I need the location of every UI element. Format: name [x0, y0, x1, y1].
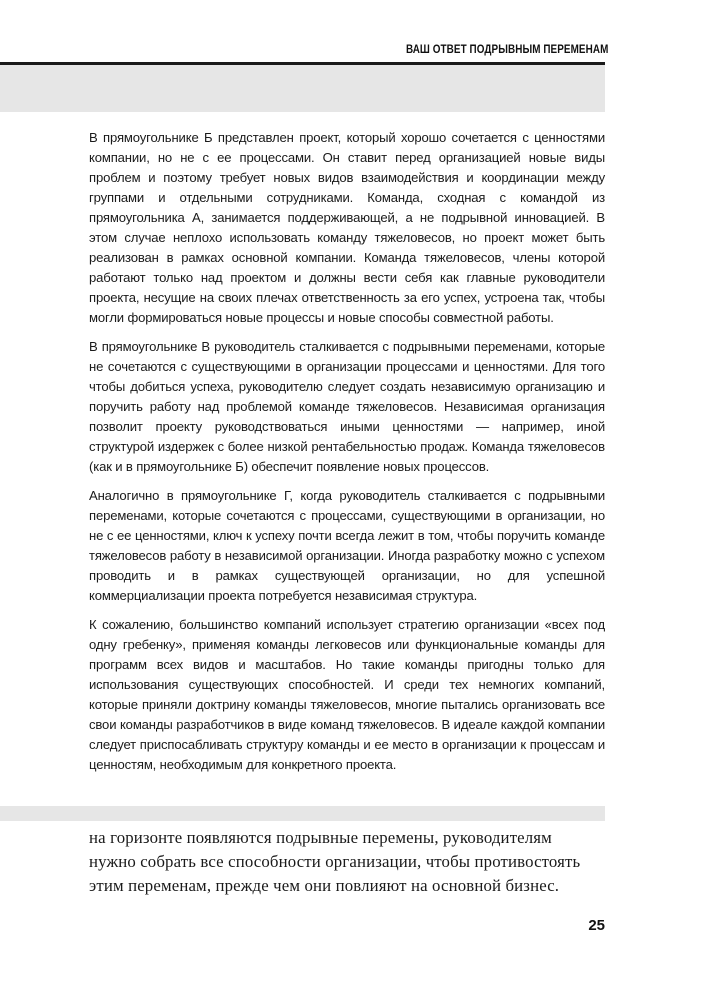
paragraph-4: К сожалению, большинство компаний использует стратегию организации «всех под одну гребенку», применяя команды легковесов или функциональные команды для программ всех видов и масштабов. Но такие команды пригодны только для использования существующих способностей. И среди тех немногих компаний, которые приняли доктрину команды тяжеловесов, многие пытались организовать все свои команды разработчиков в виде команд тяжеловесов. В идеале каждой компании следует приспосабливать структуру команды и ее место в организации к процессам и ценностям, необходимым для конкретного проекта. [89, 617, 605, 772]
paragraph-2: В прямоугольнике В руководитель сталкивается с подрывными переменами, которые не сочетаются с существующими в организации процессами и ценностями. Для того чтобы добиться успеха, руководителю следует создать независимую организацию и поручить работу над проблемой команде тяжеловесов. Независимая организация позволит проекту руководствоваться иными ценностями — например, иной структурой издержек с более низкой рентабельностью продаж. Команда тяжеловесов (как и в прямоугольнике Б) обеспечит появление новых процессов. [89, 339, 605, 474]
pull-quote-line-3: этим переменам, прежде чем они повлияют на основной бизнес. [89, 876, 560, 895]
header-band [0, 65, 605, 112]
body-text [89, 128, 605, 784]
page-number: 25 [588, 917, 605, 934]
running-head-title: ВАШ ОТВЕТ ПОДРЫВНЫМ ПЕРЕМЕНАМ [405, 44, 608, 56]
pull-quote-line-1: на горизонте появляются подрывные перемены, руководителям [89, 828, 552, 847]
section-divider-band [0, 806, 605, 821]
pull-quote-line-2: нужно собрать все способности организации, чтобы противостоять [89, 852, 581, 871]
paragraph-1: В прямоугольнике Б представлен проект, который хорошо сочетается с ценностями компании, но не с ее процессами. Он ставит перед организацией новые виды проблем и поэтому требует новых видов взаимодействия и координации между группами и отдельными сотрудниками. Команда, сходная с командой из прямоугольника А, занимается поддерживающей, а не подрывной инновацией. В этом случае неплохо использовать команду тяжеловесов, но проект может быть реализован в рамках основной компании. Команда тяжеловесов, члены которой работают только над проектом и должны вести себя как главные руководители проекта, несущие на своих плечах ответственность за его успех, устроена так, чтобы могли формироваться новые процессы и новые способы совместной работы. [89, 130, 605, 325]
paragraph-3: Аналогично в прямоугольнике Г, когда руководитель сталкивается с подрывными переменами, которые сочетаются с процессами, существующими в организации, но не с ее ценностями, ключ к успеху почти всегда лежит в том, чтобы поручить команде тяжеловесов работу в независимой организации. Иногда разработку можно с успехом проводить и в рамках существующей организации, но для успешной коммерциализации проекта потребуется независимая структура. [89, 488, 605, 603]
pull-quote [89, 826, 609, 898]
